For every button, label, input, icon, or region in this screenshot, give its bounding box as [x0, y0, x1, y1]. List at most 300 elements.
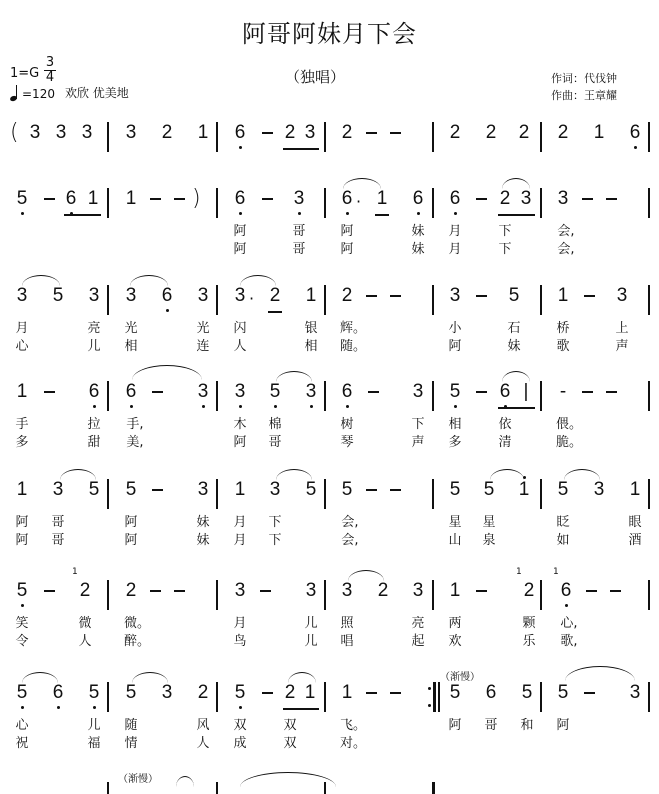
lyric: 哥	[268, 435, 282, 450]
note: 6	[160, 283, 174, 309]
dash	[174, 590, 185, 592]
dash	[582, 391, 593, 393]
lyric: 亮	[411, 616, 425, 631]
note: 6	[340, 186, 354, 212]
note: 1	[341, 682, 353, 703]
note: 3	[125, 285, 137, 306]
lyric: 会,	[557, 242, 575, 257]
credits	[551, 70, 617, 104]
lyric: 声	[411, 435, 425, 450]
bar-line	[648, 285, 650, 315]
note: 3	[520, 188, 532, 209]
bar-line	[216, 285, 218, 315]
dash	[610, 590, 621, 592]
underline	[498, 214, 535, 216]
note: 3	[593, 479, 605, 500]
lyric: 阿	[15, 533, 29, 548]
note: 3	[81, 122, 93, 143]
lyric: 闪	[233, 321, 247, 336]
note: 3	[304, 122, 316, 143]
bar-line	[324, 479, 326, 509]
lyric: 棉	[268, 417, 282, 432]
lyric: 和	[520, 718, 534, 733]
note: 6	[485, 682, 497, 703]
note: 2	[341, 285, 353, 306]
lyric: 妹	[411, 224, 425, 239]
lyric: 儿	[87, 339, 101, 354]
note: 5	[305, 479, 317, 500]
lyric: 山	[448, 533, 462, 548]
underline	[283, 708, 319, 710]
song-title: 阿哥阿妹月下会	[242, 20, 417, 48]
note: 5	[125, 479, 137, 500]
note: 2	[449, 122, 461, 143]
note: 6	[233, 186, 247, 212]
bar-line	[107, 479, 109, 509]
lyric: 辉。	[340, 321, 367, 336]
bar-line	[324, 580, 326, 610]
note: 2	[377, 580, 389, 601]
lyric: 令	[15, 634, 29, 649]
lyric: 心,	[560, 616, 578, 631]
lyric: 阿	[233, 224, 247, 239]
lyric: 眼	[628, 515, 642, 530]
dash	[262, 692, 273, 694]
note: 5	[125, 682, 137, 703]
dash	[366, 132, 377, 134]
bar-line	[540, 682, 542, 712]
lyric: 下	[498, 224, 512, 239]
lyric: 醉。	[124, 634, 151, 649]
lyric: 光	[124, 321, 138, 336]
note: 5	[483, 479, 495, 500]
dash	[262, 132, 273, 134]
note: 3	[55, 122, 67, 143]
note: 6	[559, 578, 573, 604]
underline	[64, 214, 101, 216]
lyric: 偎。	[556, 417, 583, 432]
note: 5	[15, 186, 29, 212]
note: 3	[234, 580, 246, 601]
note: 6	[498, 379, 512, 405]
lyric: 小	[448, 321, 462, 336]
note: 3	[88, 285, 100, 306]
lyric: 福	[87, 736, 101, 751]
note: 2	[197, 682, 209, 703]
bar-line	[216, 122, 218, 152]
note: 5	[557, 682, 569, 703]
lyric: 阿	[124, 533, 138, 548]
note: 3	[557, 188, 569, 209]
note: 2	[269, 285, 281, 306]
lyric: 人	[196, 736, 210, 751]
note: 5	[448, 379, 462, 405]
lyric: 依	[498, 417, 512, 432]
composer: 作曲：王章耀	[551, 89, 617, 102]
lyric: 美,	[126, 435, 144, 450]
note: 1	[197, 122, 209, 143]
note: 3	[629, 682, 641, 703]
lyric: 歌,	[560, 634, 578, 649]
dash	[260, 590, 271, 592]
note: 5	[449, 479, 461, 500]
lyric: 阿	[340, 242, 354, 257]
lyric: 甜	[87, 435, 101, 450]
note: 2	[557, 122, 569, 143]
lyric: 阿	[448, 718, 462, 733]
ritardando-mark: （渐慢）	[440, 672, 480, 683]
note: 5	[521, 682, 533, 703]
lyric: 心	[15, 718, 29, 733]
note: 5	[233, 680, 247, 706]
bar-line	[107, 381, 109, 411]
lyric: 月	[448, 224, 462, 239]
bar-line	[216, 580, 218, 610]
dash	[368, 391, 379, 393]
lyric: 双	[283, 718, 297, 733]
lyric: 唱	[340, 634, 354, 649]
note: 2	[518, 122, 530, 143]
bar-line	[432, 188, 434, 218]
tempo-marking	[10, 84, 129, 101]
dash	[152, 489, 163, 491]
note: 1	[593, 122, 605, 143]
dash	[584, 295, 595, 297]
lyric: 儿	[304, 616, 318, 631]
note: 3	[412, 381, 424, 402]
lyric: 木	[233, 417, 247, 432]
dash	[476, 590, 487, 592]
note: 5	[52, 285, 64, 306]
lyric: 歌	[556, 339, 570, 354]
underline	[268, 311, 282, 313]
bar-line	[648, 580, 650, 610]
lyric: 随。	[340, 339, 367, 354]
note: 3	[161, 682, 173, 703]
bar-line	[438, 682, 440, 712]
lyric: 成	[233, 736, 247, 751]
dash	[44, 391, 55, 393]
lyric: 儿	[87, 718, 101, 733]
lyric: 手	[15, 417, 29, 432]
score-row-4	[0, 379, 659, 479]
note: 1	[517, 477, 531, 503]
bar-line	[107, 580, 109, 610]
note: |	[523, 381, 529, 402]
note: 6	[64, 186, 78, 212]
ritardando-mark: （渐慢）	[118, 774, 158, 785]
note: 3	[305, 580, 317, 601]
lyric: 妹	[411, 242, 425, 257]
lyric: 哥	[292, 242, 306, 257]
lyric: 连	[196, 339, 210, 354]
lyric: 两	[448, 616, 462, 631]
lyric: 哥	[51, 533, 65, 548]
lyric: 亮	[87, 321, 101, 336]
note: 6	[628, 120, 642, 146]
lyric: 星	[482, 515, 496, 530]
note: 6	[87, 379, 101, 405]
bar-line	[648, 188, 650, 218]
score-row-5	[0, 477, 659, 577]
score-row-6	[0, 567, 659, 678]
expression-text: 欢欣 优美地	[64, 86, 129, 100]
lyric: 阿	[448, 339, 462, 354]
grace-note: 1	[516, 567, 522, 577]
bar-line	[324, 188, 326, 218]
note: 1	[16, 479, 28, 500]
dash	[606, 391, 617, 393]
lyric: 酒	[628, 533, 642, 548]
lyric: 心	[15, 339, 29, 354]
note: 6	[124, 379, 138, 405]
bar-line	[540, 122, 542, 152]
time-signature-top: 3	[45, 55, 55, 70]
note: 1	[449, 580, 461, 601]
note: -	[559, 381, 567, 402]
note: 3	[292, 186, 306, 212]
note: 6	[233, 120, 247, 146]
close-paren: )	[192, 186, 201, 211]
bar-line	[324, 122, 326, 152]
lyric: 对。	[340, 736, 367, 751]
bar-line	[648, 122, 650, 152]
underline	[498, 407, 535, 409]
note: 1	[87, 188, 99, 209]
bar-line	[432, 381, 434, 411]
dash	[476, 391, 487, 393]
dash	[366, 295, 377, 297]
bar-line	[432, 285, 434, 315]
lyric: 欢	[448, 634, 462, 649]
dash	[366, 489, 377, 491]
note: 6	[340, 379, 354, 405]
lyric: 随	[124, 718, 138, 733]
note: 3	[449, 285, 461, 306]
bar-line	[324, 381, 326, 411]
bar-line	[540, 580, 542, 610]
dash	[476, 198, 487, 200]
quarter-note-icon	[10, 85, 18, 101]
note: 1	[557, 285, 569, 306]
bar-line	[107, 782, 109, 794]
grace-note: 1	[72, 567, 78, 577]
dash	[152, 391, 163, 393]
note: 5	[15, 578, 29, 604]
lyric: 石	[507, 321, 521, 336]
lyric: 光	[196, 321, 210, 336]
time-signature-bottom: 4	[45, 70, 55, 85]
lyric: 阿	[340, 224, 354, 239]
lyric: 上	[615, 321, 629, 336]
dash	[586, 590, 597, 592]
note: 6	[51, 680, 65, 706]
note: 3	[234, 285, 246, 306]
note: 2	[161, 122, 173, 143]
augmentation-dot: ·	[356, 192, 362, 211]
bar-line	[107, 682, 109, 712]
note: 3	[412, 580, 424, 601]
lyric: 下	[498, 242, 512, 257]
lyric: 微	[78, 616, 92, 631]
note: 3	[233, 379, 247, 405]
lyric: 拉	[87, 417, 101, 432]
note: 3	[616, 285, 628, 306]
lyric: 阿	[233, 435, 247, 450]
note: 3	[52, 479, 64, 500]
lyric: 妹	[507, 339, 521, 354]
bar-line	[324, 682, 326, 712]
lyric: 微。	[124, 616, 151, 631]
lyric: 下	[268, 533, 282, 548]
lyric: 声	[615, 339, 629, 354]
note: 2	[341, 122, 353, 143]
note: 6	[411, 186, 425, 212]
lyric: 人	[78, 634, 92, 649]
note: 1	[629, 479, 641, 500]
lyricist: 作词：代伐钟	[551, 72, 617, 85]
dash	[150, 198, 161, 200]
tempo-value: =120	[22, 87, 55, 101]
note: 2	[485, 122, 497, 143]
score-row-2	[0, 186, 659, 286]
dash	[606, 198, 617, 200]
lyric: 多	[15, 435, 29, 450]
note: 3	[269, 479, 281, 500]
score-row-7	[0, 672, 659, 780]
bar-line	[432, 479, 434, 509]
lyric: 祝	[15, 736, 29, 751]
lyric: 相	[448, 417, 462, 432]
dash	[390, 489, 401, 491]
key-signature: 1=G	[10, 66, 40, 81]
dash	[390, 132, 401, 134]
dash	[366, 692, 377, 694]
lyric: 情	[124, 736, 138, 751]
lyric: 会,	[341, 533, 359, 548]
bar-line	[540, 188, 542, 218]
note: 3	[125, 122, 137, 143]
bar-line	[432, 122, 434, 152]
lyric: 乐	[522, 634, 536, 649]
lyric: 哥	[51, 515, 65, 530]
lyric: 阿	[15, 515, 29, 530]
lyric: 脆。	[556, 435, 583, 450]
dash	[476, 295, 487, 297]
note: 5	[88, 479, 100, 500]
repeat-end-barline	[433, 682, 436, 712]
bar-line	[216, 188, 218, 218]
note: 5	[341, 479, 353, 500]
score-row-8-partial	[0, 774, 659, 794]
bar-line	[107, 285, 109, 315]
lyric: 相	[124, 339, 138, 354]
lyric: 起	[411, 634, 425, 649]
note: 1	[234, 479, 246, 500]
note: 3	[29, 122, 41, 143]
note: 2	[125, 580, 137, 601]
lyric: 人	[233, 339, 247, 354]
lyric: 月	[448, 242, 462, 257]
lyric: 多	[448, 435, 462, 450]
grace-note: 1	[553, 567, 559, 577]
dash	[582, 198, 593, 200]
note: 1	[16, 381, 28, 402]
lyric: 月	[233, 533, 247, 548]
dash	[44, 590, 55, 592]
bar-line	[648, 381, 650, 411]
lyric: 清	[498, 435, 512, 450]
note: 3	[197, 479, 209, 500]
lyric: 笑	[15, 616, 29, 631]
lyric: 颗	[522, 616, 536, 631]
bar-line	[216, 381, 218, 411]
lyric: 月	[233, 616, 247, 631]
bar-line	[216, 682, 218, 712]
lyric: 妹	[196, 533, 210, 548]
lyric: 妹	[196, 515, 210, 530]
bar-line	[540, 285, 542, 315]
bar-line	[648, 682, 650, 712]
bar-line	[324, 285, 326, 315]
bar-line	[540, 381, 542, 411]
lyric: 月	[233, 515, 247, 530]
dash	[390, 295, 401, 297]
note: 2	[79, 580, 91, 601]
lyric: 手,	[126, 417, 144, 432]
bar-line	[107, 122, 109, 152]
lyric: 桥	[556, 321, 570, 336]
dash	[174, 198, 185, 200]
lyric: 会,	[341, 515, 359, 530]
lyric: 琴	[340, 435, 354, 450]
note: 5	[87, 680, 101, 706]
note: 1	[376, 188, 388, 209]
lyric: 双	[283, 736, 297, 751]
note: 5	[15, 680, 29, 706]
lyric: 如	[556, 533, 570, 548]
note: 2	[284, 122, 296, 143]
bar-line	[540, 479, 542, 509]
lyric: 双	[233, 718, 247, 733]
lyric: 风	[196, 718, 210, 733]
lyric: 银	[304, 321, 318, 336]
lyric: 儿	[304, 634, 318, 649]
lyric: 下	[268, 515, 282, 530]
note: 2	[284, 682, 296, 703]
underline	[375, 214, 389, 216]
underline	[283, 148, 319, 150]
bar-line	[648, 479, 650, 509]
note: 6	[448, 186, 462, 212]
augmentation-dot: ·	[249, 289, 255, 308]
dash	[44, 198, 55, 200]
note: 1	[125, 188, 137, 209]
lyric: 阿	[556, 718, 570, 733]
dash	[150, 590, 161, 592]
note: 1	[305, 285, 317, 306]
note: 5	[268, 379, 282, 405]
bar-line	[216, 479, 218, 509]
bar-line	[216, 782, 218, 794]
lyric: 眨	[556, 515, 570, 530]
lyric: 阿	[124, 515, 138, 530]
lyric: 相	[304, 339, 318, 354]
lyric: 哥	[484, 718, 498, 733]
time-signature	[44, 56, 56, 85]
note: 3	[197, 285, 209, 306]
lyric: 下	[411, 417, 425, 432]
